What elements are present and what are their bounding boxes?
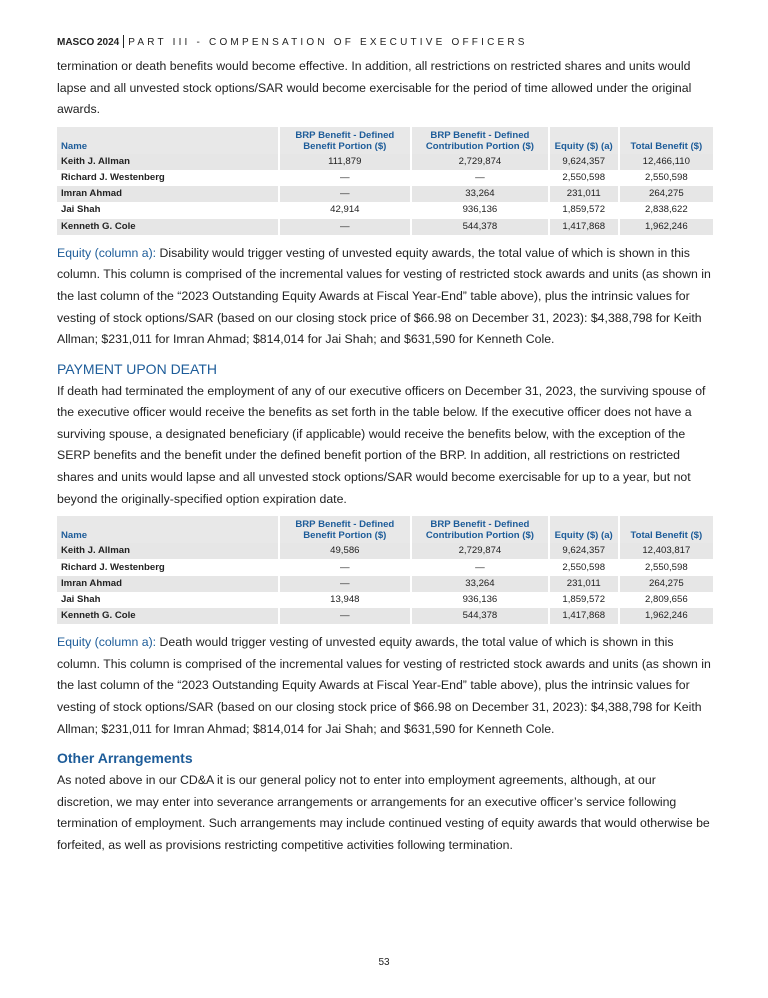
note-text: Disability would trigger vesting of unvested equity awards, the total value of which is shown in this column. This column is comprised of the incremental values for vesting of restricted stock awards and units (as shown in the last column of the “2023 Outstanding Equity Awards at Fiscal Year-End” table above), plus the intrinsic values for vesting of stock options/SAR (based on our closing stock price of $66.98 on December 31, 2023): $4,388,798 for Keith Allman; $231,011 for Imran Ahmad; $814,014 for Jai Shah; and $631,590 for Kenneth Cole. xyxy=(57,245,711,347)
name-cell: Keith J. Allman xyxy=(57,543,278,559)
table-row xyxy=(57,592,713,608)
total-cell: 1,962,246 xyxy=(620,219,713,235)
col-equity: Equity ($) (a) xyxy=(550,516,618,543)
page-header xyxy=(57,35,713,49)
total-cell: 264,275 xyxy=(620,186,713,202)
col-equity: Equity ($) (a) xyxy=(550,127,618,154)
brp-dc-cell: 2,729,874 xyxy=(412,154,548,170)
brp-db-cell: — xyxy=(280,170,410,186)
brp-dc-cell: 544,378 xyxy=(412,608,548,624)
brp-dc-cell: 936,136 xyxy=(412,202,548,218)
total-cell: 2,809,656 xyxy=(620,592,713,608)
brp-db-cell: — xyxy=(280,186,410,202)
brp-db-cell: — xyxy=(280,608,410,624)
brp-db-cell: 42,914 xyxy=(280,202,410,218)
brp-db-cell: — xyxy=(280,219,410,235)
col-total: Total Benefit ($) xyxy=(620,127,713,154)
section-title: PART III - COMPENSATION OF EXECUTIVE OFFICERS xyxy=(128,37,528,48)
brp-db-cell: 111,879 xyxy=(280,154,410,170)
table-row xyxy=(57,576,713,592)
table-row xyxy=(57,543,713,559)
equity-cell: 9,624,357 xyxy=(550,154,618,170)
col-name: Name xyxy=(57,516,278,543)
table-row xyxy=(57,186,713,202)
name-cell: Imran Ahmad xyxy=(57,186,278,202)
equity-cell: 1,859,572 xyxy=(550,592,618,608)
total-cell: 2,550,598 xyxy=(620,170,713,186)
equity-cell: 231,011 xyxy=(550,576,618,592)
col-brp-db: BRP Benefit - Defined Benefit Portion ($) xyxy=(280,516,410,543)
total-cell: 12,403,817 xyxy=(620,543,713,559)
col-brp-db: BRP Benefit - Defined Benefit Portion ($) xyxy=(280,127,410,154)
total-cell: 12,466,110 xyxy=(620,154,713,170)
name-cell: Imran Ahmad xyxy=(57,576,278,592)
death-paragraph: If death had terminated the employment of any of our executive officers on December 31, 2023, the surviving spouse of the executive officer would receive the benefits as set forth in the table below. If the executive officer does not have a surviving spouse, a designated beneficiary (if applicable) would receive the benefits below, with the exception of the SERP benefits and the benefit under the defined benefit portion of the BRP. In addition, all restrictions on restricted shares and units would lapse and all unvested stock options/SAR would become exercisable for up to a year, but not beyond the originally-specified option expiration date. xyxy=(57,383,706,506)
equity-cell: 9,624,357 xyxy=(550,543,618,559)
table-row xyxy=(57,219,713,235)
intro-paragraph: termination or death benefits would become effective. In addition, all restrictions on restricted shares and units would lapse and all unvested stock options/SAR would become exercisable for the period of time allowed under the original awards. xyxy=(57,59,692,117)
col-total: Total Benefit ($) xyxy=(620,516,713,543)
name-cell: Richard J. Westenberg xyxy=(57,559,278,575)
page-number: 53 xyxy=(378,956,390,968)
total-cell: 1,962,246 xyxy=(620,608,713,624)
death-table xyxy=(55,516,715,624)
other-arrangements-paragraph: As noted above in our CD&A it is our general policy not to enter into employment agreements, although, at our discretion, we may enter into severance arrangements or arrangements for an executive officer’s service following termination of employment. Such arrangements may include continued vesting of equity awards that would otherwise be forfeited, as well as provisions restricting competitive activities following termination. xyxy=(57,773,710,852)
table-row xyxy=(57,608,713,624)
name-cell: Jai Shah xyxy=(57,592,278,608)
brand: MASCO 2024 xyxy=(57,37,120,48)
name-cell: Kenneth G. Cole xyxy=(57,219,278,235)
equity-cell: 231,011 xyxy=(550,186,618,202)
divider xyxy=(123,35,124,48)
brp-dc-cell: 544,378 xyxy=(412,219,548,235)
note-label: Equity (column a): xyxy=(57,245,157,260)
table-row xyxy=(57,202,713,218)
table-row xyxy=(57,170,713,186)
total-cell: 2,838,622 xyxy=(620,202,713,218)
equity-note-death xyxy=(57,632,713,740)
col-name: Name xyxy=(57,127,278,154)
brp-db-cell: 13,948 xyxy=(280,592,410,608)
equity-cell: 1,417,868 xyxy=(550,219,618,235)
name-cell: Keith J. Allman xyxy=(57,154,278,170)
other-arrangements-heading: Other Arrangements xyxy=(57,750,193,767)
brp-db-cell: — xyxy=(280,559,410,575)
brp-dc-cell: 2,729,874 xyxy=(412,543,548,559)
brp-dc-cell: 936,136 xyxy=(412,592,548,608)
disability-table xyxy=(55,127,715,235)
name-cell: Richard J. Westenberg xyxy=(57,170,278,186)
brp-dc-cell: — xyxy=(412,170,548,186)
table-row xyxy=(57,559,713,575)
col-brp-dc: BRP Benefit - Defined Contribution Portion ($) xyxy=(412,516,548,543)
total-cell: 2,550,598 xyxy=(620,559,713,575)
brp-db-cell: — xyxy=(280,576,410,592)
total-cell: 264,275 xyxy=(620,576,713,592)
equity-cell: 2,550,598 xyxy=(550,170,618,186)
note-text: Death would trigger vesting of unvested equity awards, the total value of which is shown in this column. This column is comprised of the incremental values for vesting of restricted stock awards and units (as shown in the last column of the “2023 Outstanding Equity Awards at Fiscal Year-End” table above), plus the intrinsic values for vesting of stock options/SAR (based on our closing stock price of $66.98 on December 31, 2023): $4,388,798 for Keith Allman; $231,011 for Imran Ahmad; $814,014 for Jai Shah; and $631,590 for Kenneth Cole. xyxy=(57,635,711,736)
equity-cell: 2,550,598 xyxy=(550,559,618,575)
name-cell: Jai Shah xyxy=(57,202,278,218)
brp-db-cell: 49,586 xyxy=(280,543,410,559)
note-label: Equity (column a): xyxy=(57,635,157,650)
equity-note-disability xyxy=(57,243,713,351)
death-heading: PAYMENT UPON DEATH xyxy=(57,360,217,377)
brp-dc-cell: — xyxy=(412,559,548,575)
equity-cell: 1,859,572 xyxy=(550,202,618,218)
equity-cell: 1,417,868 xyxy=(550,608,618,624)
name-cell: Kenneth G. Cole xyxy=(57,608,278,624)
brp-dc-cell: 33,264 xyxy=(412,576,548,592)
brp-dc-cell: 33,264 xyxy=(412,186,548,202)
table-row xyxy=(57,154,713,170)
col-brp-dc: BRP Benefit - Defined Contribution Portion ($) xyxy=(412,127,548,154)
